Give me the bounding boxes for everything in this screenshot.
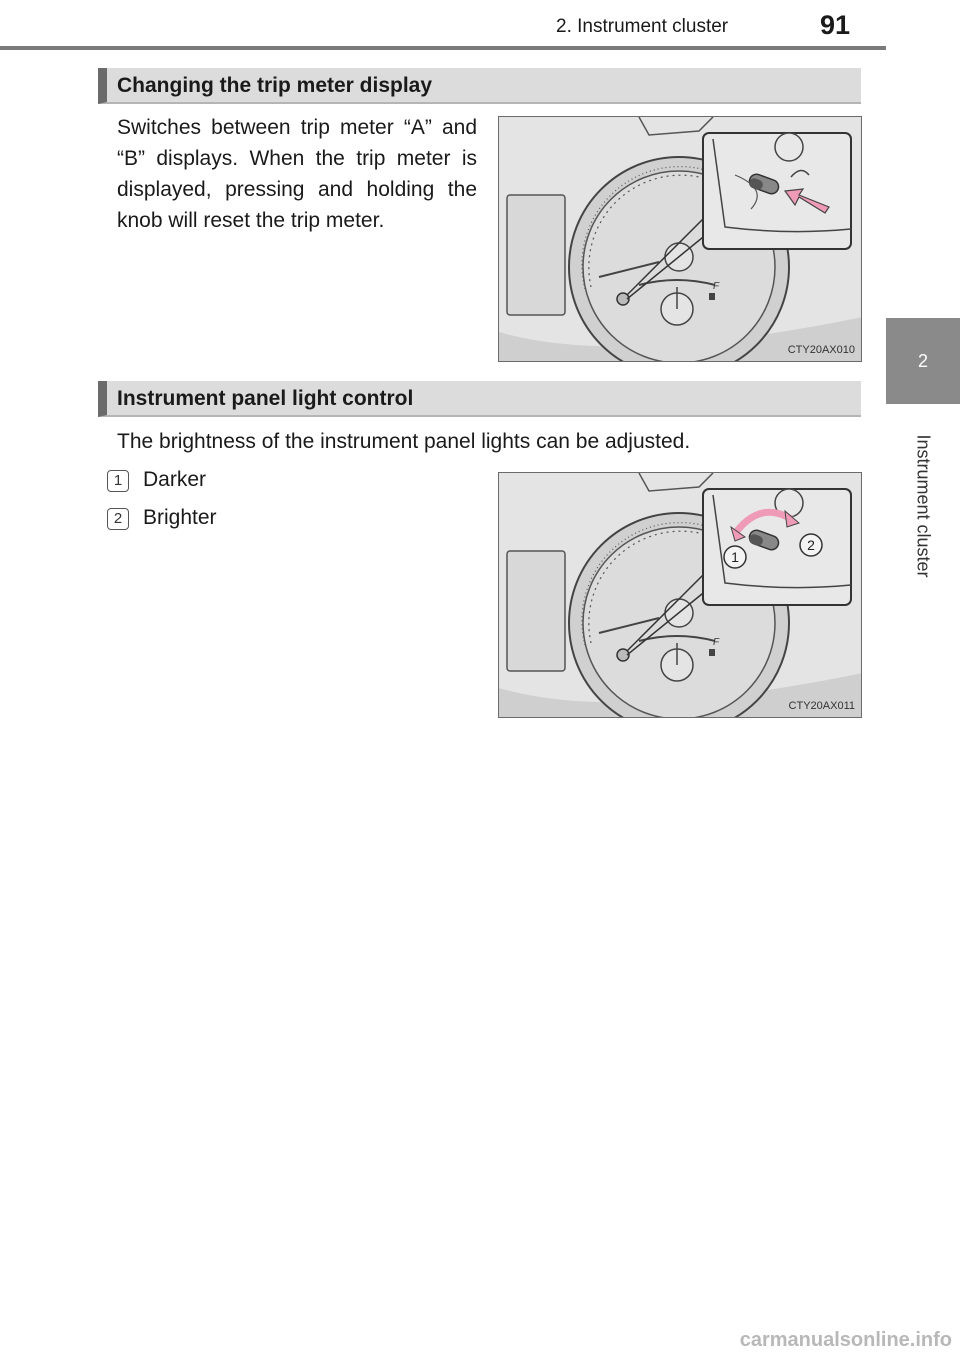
section-heading-panel-light: Instrument panel light control [98, 381, 861, 417]
figure-code: CTY20AX010 [787, 344, 855, 356]
svg-text:F: F [713, 281, 720, 292]
section-heading-trip-meter: Changing the trip meter display [98, 68, 861, 104]
trip-meter-figure [498, 116, 862, 362]
watermark: carmanualsonline.info [739, 1329, 952, 1351]
panel-light-figure [498, 472, 862, 718]
item-number-badge: 1 [107, 470, 129, 492]
chapter-tab-label: Instrument cluster [913, 434, 934, 578]
item-number-badge: 2 [107, 508, 129, 530]
panel-light-description: The brightness of the instrument panel lights can be adjusted. [117, 430, 691, 453]
figure-code: CTY20AX011 [788, 700, 855, 712]
callout-1: 1 [731, 549, 739, 565]
header-rule [0, 46, 886, 50]
page-number: 91 [820, 10, 851, 40]
chapter-title: 2. Instrument cluster [556, 16, 729, 37]
svg-text:F: F [713, 637, 720, 648]
item-label-darker: Darker [143, 468, 207, 491]
callout-2: 2 [807, 537, 815, 553]
trip-meter-description: Switches between trip meter “A” and “B” displays. When the trip meter is displayed, pressing and holding the knob will reset the trip meter. [117, 116, 477, 232]
cluster-illustration [499, 117, 862, 362]
chapter-tab[interactable]: 2 [886, 318, 960, 404]
item-label-brighter: Brighter [143, 506, 217, 529]
cluster-illustration [499, 473, 862, 718]
